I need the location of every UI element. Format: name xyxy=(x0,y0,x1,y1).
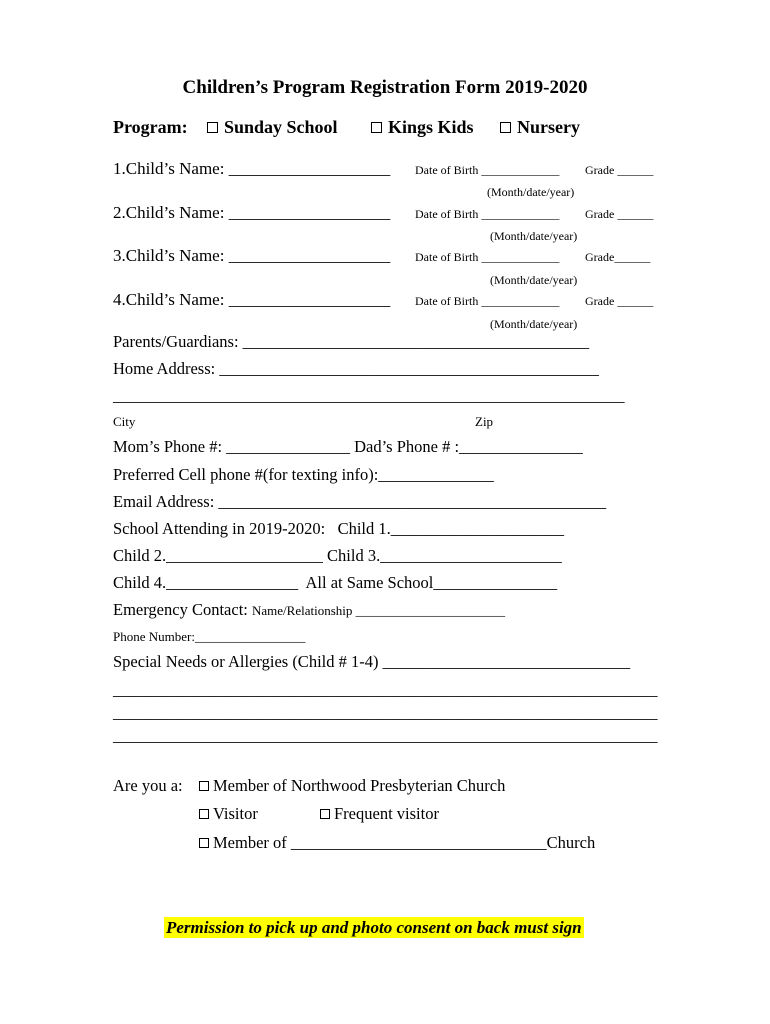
checkbox-icon[interactable] xyxy=(207,122,218,133)
email-field[interactable]: Email Address: _______________________________________________ xyxy=(113,492,607,511)
parent-phones-field[interactable]: Mom’s Phone #: _______________ Dad’s Phone # :_______________ xyxy=(113,437,583,456)
checkbox-icon[interactable] xyxy=(199,809,209,819)
child-4-dob-field[interactable]: Date of Birth _____________ xyxy=(415,294,560,308)
child-2-name-field[interactable]: 2.Child’s Name: ___________________ xyxy=(113,203,391,222)
program-option-nursery[interactable]: Nursery xyxy=(500,117,580,138)
option-frequent-visitor[interactable]: Frequent visitor xyxy=(320,804,439,824)
option-visitor[interactable]: Visitor xyxy=(199,804,258,824)
child-3-name-field[interactable]: 3.Child’s Name: ___________________ xyxy=(113,246,391,265)
option-member-northwood[interactable]: Member of Northwood Presbyterian Church xyxy=(199,776,505,796)
special-needs-line-2[interactable]: __________________________________________________________________ xyxy=(113,703,658,722)
address-line-2-field[interactable]: ______________________________________________________________ xyxy=(113,386,625,405)
child-1-date-format: (Month/date/year) xyxy=(487,185,575,199)
option-member-of[interactable]: Member of _______________________________Church xyxy=(199,833,595,853)
checkbox-icon[interactable] xyxy=(199,838,209,848)
special-needs-field[interactable]: Special Needs or Allergies (Child # 1-4) ______________________________ xyxy=(113,652,631,671)
checkbox-icon[interactable] xyxy=(500,122,511,133)
child-1-grade-field[interactable]: Grade ______ xyxy=(585,163,654,177)
parents-guardians-field[interactable]: Parents/Guardians: __________________________________________ xyxy=(113,332,590,351)
checkbox-icon[interactable] xyxy=(320,809,330,819)
school-child-2-3-field[interactable]: Child 2.___________________ Child 3.______________________ xyxy=(113,546,562,565)
child-3-date-format: (Month/date/year) xyxy=(490,273,578,287)
child-4-grade-field[interactable]: Grade ______ xyxy=(585,294,654,308)
special-needs-line-3[interactable]: __________________________________________________________________ xyxy=(113,726,658,745)
permission-notice: Permission to pick up and photo consent on back must sign xyxy=(166,918,582,937)
child-3-dob-field[interactable]: Date of Birth _____________ xyxy=(415,250,560,264)
child-1-name-field[interactable]: 1.Child’s Name: ___________________ xyxy=(113,159,391,178)
program-option-sunday-school[interactable]: Sunday School xyxy=(207,117,338,138)
child-3-grade-field[interactable]: Grade______ xyxy=(585,250,651,264)
child-2-dob-field[interactable]: Date of Birth _____________ xyxy=(415,207,560,221)
program-label: Program: xyxy=(113,117,188,137)
zip-label: Zip xyxy=(475,414,494,429)
school-child-4-field[interactable]: Child 4.________________ All at Same School_______________ xyxy=(113,573,558,592)
city-label: City xyxy=(113,414,136,429)
form-title: Children’s Program Registration Form 2019-2020 xyxy=(182,77,588,98)
child-2-grade-field[interactable]: Grade ______ xyxy=(585,207,654,221)
home-address-field[interactable]: Home Address: ______________________________________________ xyxy=(113,359,599,378)
program-option-kings-kids[interactable]: Kings Kids xyxy=(371,117,474,138)
child-4-date-format: (Month/date/year) xyxy=(490,317,578,331)
child-1-dob-field[interactable]: Date of Birth _____________ xyxy=(415,163,560,177)
special-needs-line-1[interactable]: __________________________________________________________________ xyxy=(113,680,658,699)
child-4-name-field[interactable]: 4.Child’s Name: ___________________ xyxy=(113,290,391,309)
checkbox-icon[interactable] xyxy=(199,781,209,791)
are-you-label: Are you a: xyxy=(113,776,183,795)
checkbox-icon[interactable] xyxy=(371,122,382,133)
phone-number-field[interactable]: Phone Number:_________________ xyxy=(113,629,306,644)
cell-phone-field[interactable]: Preferred Cell phone #(for texting info):______________ xyxy=(113,465,494,484)
child-2-date-format: (Month/date/year) xyxy=(490,229,578,243)
emergency-contact-field[interactable]: Emergency Contact: Name/Relationship _______________________ xyxy=(113,600,506,619)
school-child-1-field[interactable]: School Attending in 2019-2020: Child 1._____________________ xyxy=(113,519,565,538)
